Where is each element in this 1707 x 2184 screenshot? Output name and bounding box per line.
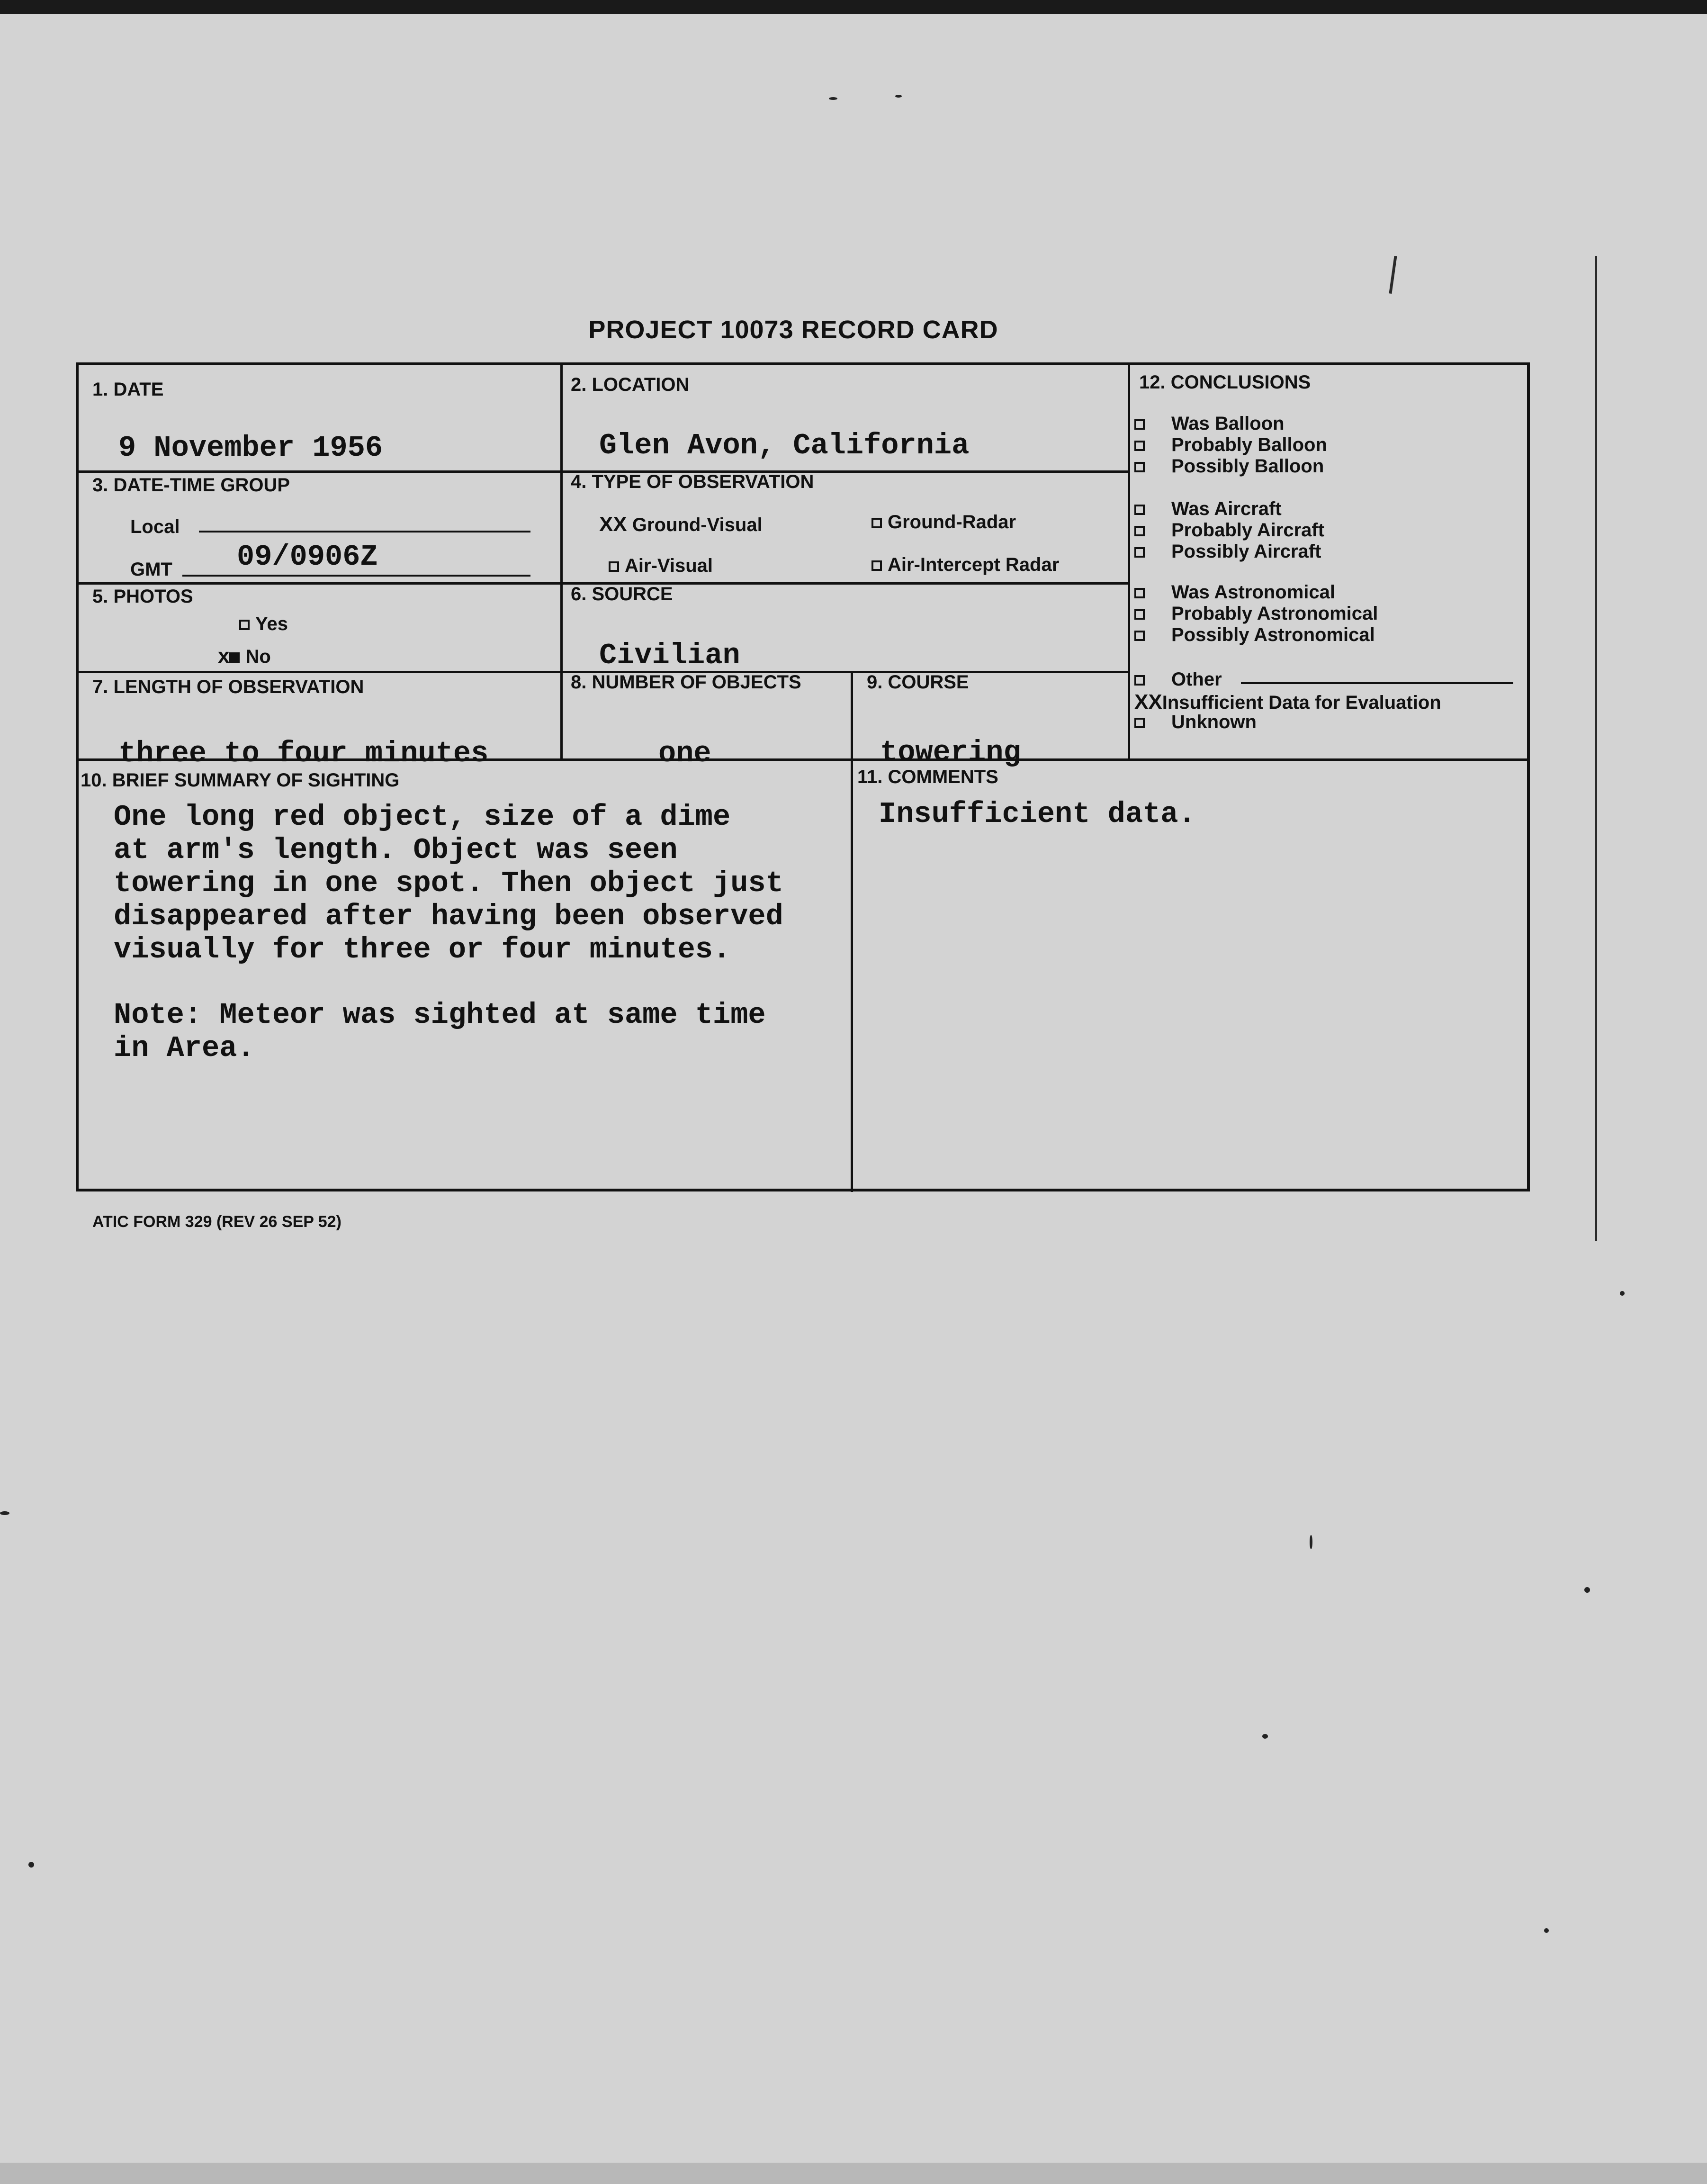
length-value: three to four minutes (118, 737, 489, 770)
check-mark: X (599, 513, 613, 536)
checkbox (1134, 547, 1145, 558)
option-label: Possibly Astronomical (1171, 624, 1375, 645)
scan-speck (1544, 1928, 1549, 1933)
scan-speck (0, 1511, 9, 1515)
option-label: Was Balloon (1171, 413, 1285, 434)
option-label: Air-Intercept Radar (888, 554, 1060, 575)
observation-option (871, 554, 1059, 576)
conclusion-option-other (1134, 669, 1222, 690)
source-label: 6. SOURCE (571, 584, 673, 605)
checkbox (1134, 419, 1145, 430)
observation-type-label: 4. TYPE OF OBSERVATION (571, 471, 814, 492)
summary-text (114, 801, 881, 1065)
divider (560, 365, 563, 758)
checkbox (1134, 588, 1145, 598)
check-mark: X (1134, 690, 1149, 713)
checkbox (1134, 462, 1145, 472)
conclusion-option (1134, 603, 1378, 624)
scan-speck (829, 97, 837, 100)
scan-top-edge (0, 0, 1707, 14)
conclusion-option-insufficient (1134, 690, 1441, 714)
option-label: Probably Balloon (1171, 434, 1327, 455)
checkbox (871, 518, 882, 528)
check-mark: X (613, 513, 627, 536)
photos-option-no (218, 644, 271, 668)
option-label: Ground-Radar (888, 512, 1016, 532)
checkbox (871, 560, 882, 571)
option-label: Insufficient Data for Evaluation (1162, 692, 1441, 713)
scan-speck (1262, 1734, 1268, 1739)
photos-option-yes (239, 614, 288, 635)
length-label: 7. LENGTH OF OBSERVATION (92, 677, 364, 697)
summary-line: disappeared after having been observed (114, 900, 783, 933)
summary-note-line: in Area. (114, 1031, 255, 1065)
course-label: 9. COURSE (867, 672, 969, 693)
checkbox (229, 652, 240, 663)
source-value: Civilian (599, 639, 740, 672)
checkbox (1134, 505, 1145, 515)
conclusion-option (1134, 582, 1335, 603)
checkbox (239, 620, 250, 630)
checkbox (1134, 675, 1145, 686)
gmt-label: GMT (130, 559, 172, 580)
location-label: 2. LOCATION (571, 374, 690, 395)
summary-label: 10. BRIEF SUMMARY OF SIGHTING (81, 770, 400, 791)
conclusion-option (1134, 624, 1375, 646)
comments-label: 11. COMMENTS (857, 767, 998, 787)
option-label: Probably Astronomical (1171, 603, 1378, 624)
scan-speck (1584, 1587, 1590, 1593)
divider (1128, 365, 1130, 758)
scan-speck (28, 1862, 34, 1868)
gmt-line (182, 575, 530, 577)
photos-label: 5. PHOTOS (92, 586, 193, 607)
option-label: Was Astronomical (1171, 582, 1335, 603)
checkbox (1134, 526, 1145, 536)
card-title: PROJECT 10073 RECORD CARD (588, 316, 998, 344)
conclusion-option (1134, 413, 1285, 434)
form-number: ATIC FORM 329 (REV 26 SEP 52) (92, 1213, 341, 1231)
option-label: Yes (255, 614, 288, 634)
check-mark: x (218, 644, 230, 668)
option-label: Possibly Aircraft (1171, 541, 1321, 562)
checkbox (1134, 718, 1145, 728)
scan-vertical-line (1595, 256, 1597, 1241)
checkbox (1134, 609, 1145, 620)
gmt-value: 09/0906Z (237, 540, 378, 574)
scan-pencil-mark (1389, 256, 1397, 294)
scan-speck (1310, 1535, 1312, 1549)
other-line (1241, 682, 1513, 684)
conclusions-label: 12. CONCLUSIONS (1139, 372, 1311, 393)
summary-line: visually for three or four minutes. (114, 933, 731, 966)
checkbox (609, 561, 619, 572)
scan-bottom-edge (0, 2163, 1707, 2184)
scan-speck (1620, 1291, 1625, 1296)
local-label: Local (130, 516, 180, 537)
observation-option (871, 512, 1016, 533)
observation-option (609, 555, 713, 577)
conclusion-option (1134, 712, 1257, 733)
summary-line: towering in one spot. Then object just (114, 866, 783, 900)
comments-value: Insufficient data. (879, 797, 1196, 831)
conclusion-option (1134, 498, 1282, 520)
option-label: Ground-Visual (632, 514, 763, 535)
date-time-group-label: 3. DATE-TIME GROUP (92, 475, 290, 496)
summary-line: at arm's length. Object was seen (114, 833, 678, 867)
option-label: No (245, 646, 271, 667)
option-label: Probably Aircraft (1171, 520, 1325, 541)
summary-line: One long red object, size of a dime (114, 800, 731, 834)
objects-label: 8. NUMBER OF OBJECTS (571, 672, 801, 693)
check-mark: X (1148, 690, 1162, 713)
location-value: Glen Avon, California (599, 429, 970, 462)
date-value: 9 November 1956 (118, 431, 383, 465)
checkbox (1134, 441, 1145, 451)
checkbox (1134, 631, 1145, 641)
date-label: 1. DATE (92, 379, 164, 400)
conclusion-option (1134, 434, 1327, 456)
scan-speck (895, 95, 902, 98)
summary-note-line: Note: Meteor was sighted at same time (114, 998, 766, 1032)
local-line (199, 531, 530, 532)
option-label: Unknown (1171, 712, 1257, 732)
option-label: Was Aircraft (1171, 498, 1282, 519)
observation-option (599, 513, 763, 536)
option-label: Other (1171, 669, 1222, 690)
conclusion-option (1134, 456, 1324, 477)
course-value: towering (880, 736, 1021, 769)
conclusion-option (1134, 541, 1321, 562)
objects-value: one (658, 737, 711, 770)
option-label: Possibly Balloon (1171, 456, 1324, 477)
conclusion-option (1134, 520, 1324, 541)
option-label: Air-Visual (625, 555, 713, 576)
